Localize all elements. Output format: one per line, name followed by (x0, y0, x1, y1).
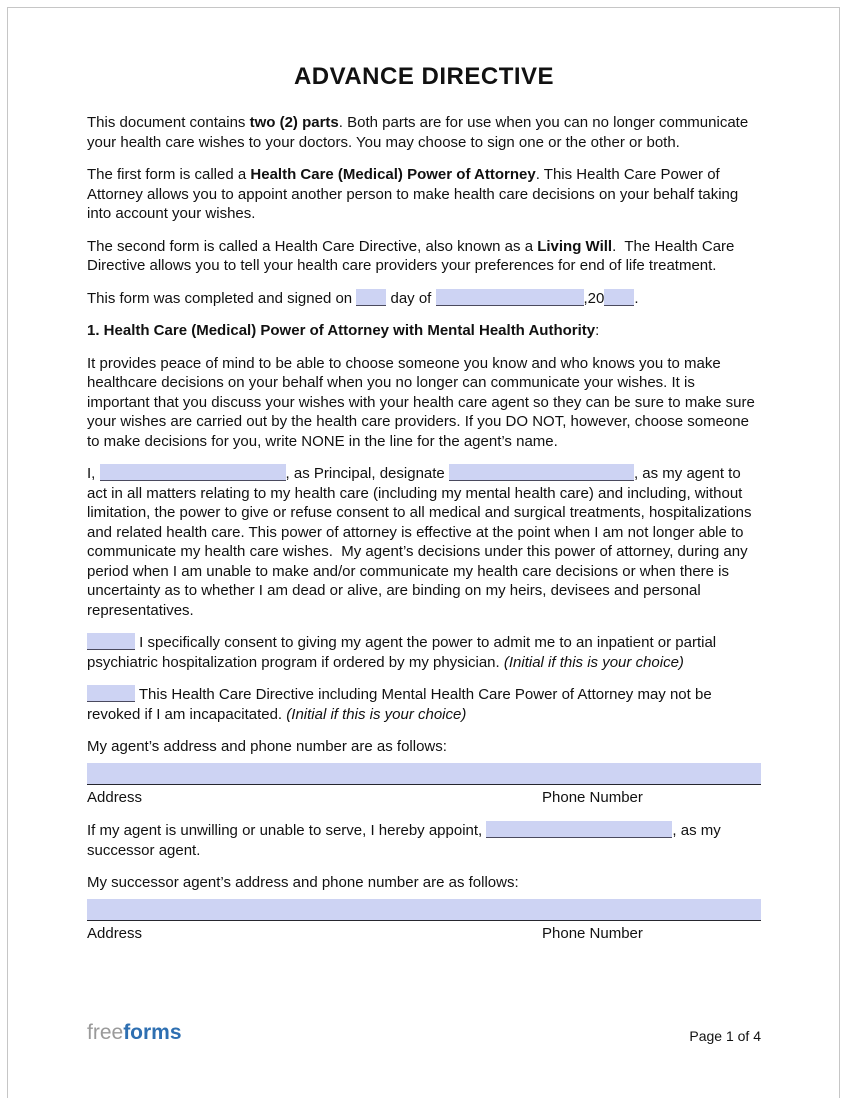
brand-free-text: free (87, 1021, 124, 1044)
text-segment: This document contains (87, 114, 250, 131)
text-segment: . (634, 289, 639, 307)
page-footer (87, 1021, 761, 1045)
agent-address-block (87, 763, 761, 809)
signed-date-line (87, 289, 761, 309)
no-revocation-initials-field[interactable] (87, 685, 135, 702)
intro-paragraph-1 (87, 113, 761, 152)
text-segment: Living Will (537, 237, 613, 255)
successor-address-labels (87, 925, 761, 945)
agent-address-labels (87, 789, 761, 809)
page-title: ADVANCE DIRECTIVE (293, 63, 555, 90)
text-segment: , as my agent to act in all matters relating to my health care (including my mental health care) and including, without limitation, the power to give or refuse consent to all medical and surgical treatments, hospitalizations and related health care. This power of attorney is effective at the point when I am not longer able to communicate my health care wishes. My agent’s decisions under this power of attorney, during any period when I am unable to make and/or communicate my health care decisions or when there is uncertainty as to whether I am dead or alive, are binding on my heirs, devisees and personal representatives. (87, 465, 756, 619)
brand-forms-text: forms (123, 1021, 182, 1044)
text-segment: . This Health Care Power of Attorney allows you to appoint another person to make health care decisions on your behalf taking into account your wishes. (87, 166, 743, 222)
intro-paragraph-3 (87, 237, 761, 276)
section-1-heading (87, 321, 761, 341)
text-segment: My successor agent’s address and phone number are as follows: (87, 874, 519, 891)
text-segment: I, (87, 465, 100, 482)
address-label: Address (87, 924, 143, 942)
text-segment: day of (386, 289, 436, 307)
successor-address-intro (87, 873, 761, 893)
successor-agent-name-field[interactable] (486, 821, 672, 838)
agent-address-intro (87, 737, 761, 757)
month-field[interactable] (436, 289, 584, 306)
psychiatric-consent-paragraph (87, 633, 761, 672)
text-segment: : (595, 322, 600, 339)
text-segment: This form was completed and signed on (87, 289, 357, 307)
text-segment: If my agent is unwilling or unable to serve, I hereby appoint, (87, 822, 487, 839)
text-segment: 1. Health Care (Medical) Power of Attorney with Mental Health Authority (87, 322, 596, 339)
text-segment: . The Health Care Directive allows you to tell your health care providers your preferences for end of life treatment. (87, 237, 739, 274)
section-1-body (87, 354, 761, 452)
document-page (7, 7, 840, 1098)
psychiatric-consent-initials-field[interactable] (87, 633, 135, 650)
text-segment: It provides peace of mind to be able to choose someone you know and who knows you to make healthcare decisions on your behalf when you no longer can communicate your wishes. It is important that you discuss your wishes with your health care agent so they can be sure to make sure your wishes are carried out by the health care providers. If you DO NOT, however, choose someone to make decisions for you, write NONE in the line for the agent’s name. (87, 354, 760, 450)
text-segment: , as my successor agent. (87, 822, 725, 859)
text-segment: (Initial if this is your choice) (286, 705, 467, 723)
principal-name-field[interactable] (100, 464, 286, 481)
text-segment: Health Care (Medical) Power of Attorney (250, 166, 536, 183)
text-segment: . Both parts are for use when you can no longer communicate your health care wishes to your doctors. You may choose to sign one or the other or both. (87, 114, 753, 151)
successor-appoint-paragraph (87, 821, 761, 860)
principal-designation-paragraph (87, 464, 761, 620)
text-segment: (Initial if this is your choice) (503, 653, 684, 671)
successor-address-phone-field[interactable] (87, 899, 761, 921)
year-field[interactable] (604, 289, 634, 306)
text-segment: two (2) parts (249, 114, 339, 131)
text-segment: , as Principal, designate (285, 465, 449, 482)
text-segment: ,20 (583, 289, 605, 307)
text-segment: The first form is called a (87, 166, 251, 183)
phone-number-label: Phone Number (542, 788, 643, 806)
intro-paragraph-2 (87, 165, 761, 224)
text-segment: The second form is called a Health Care Directive, also known as a (87, 237, 538, 255)
phone-number-label: Phone Number (542, 924, 643, 942)
address-label: Address (87, 788, 143, 806)
successor-address-block (87, 899, 761, 945)
no-revocation-paragraph (87, 685, 761, 724)
freeforms-logo (87, 1021, 182, 1045)
text-segment: This Health Care Directive including Mental Health Care Power of Attorney may not be revoked if I am incapacitated. (87, 686, 716, 723)
page-number: Page 1 of 4 (689, 1028, 761, 1044)
day-number-field[interactable] (356, 289, 386, 306)
text-segment: I specifically consent to giving my agent the power to admit me to an inpatient or partial psychiatric hospitalization program if ordered by my physician. (87, 634, 721, 671)
text-segment: My agent’s address and phone number are as follows: (87, 738, 447, 755)
agent-name-field[interactable] (449, 464, 634, 481)
agent-address-phone-field[interactable] (87, 763, 761, 785)
